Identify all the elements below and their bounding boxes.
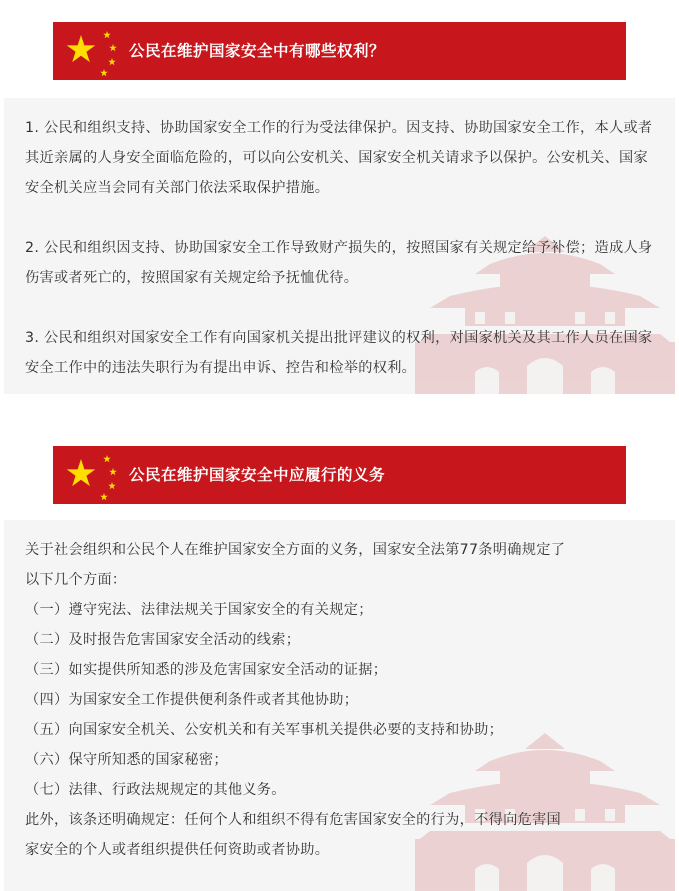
section1-panel [4,98,675,394]
rights-paragraph-1: 1. 公民和组织支持、协助国家安全工作的行为受法律保护。因支持、协助国家安全工作，本人或者其近亲属的人身安全面临危险的，可以向公安机关、国家安全机关请求予以保护。公安机关、国家安全机关应当会同有关部门依法采取保护措施。 [25,120,653,196]
duty-item-3: （三）如实提供所知悉的涉及危害国家安全活动的证据； [25,662,388,678]
section2-banner [53,446,626,504]
duties-intro-line-2: 以下几个方面： [25,572,127,588]
rights-paragraph-3: 3. 公民和组织对国家安全工作有向国家机关提出批评建议的权利，对国家机关及其工作人员在国家安全工作中的违法失职行为有提出申诉、控告和检举的权利。 [25,330,653,376]
section2-panel [4,520,675,891]
duty-item-5: （五）向国家安全机关、公安机关和有关军事机关提供必要的支持和协助； [25,722,504,738]
duties-closing-line-2: 家安全的个人或者组织提供任何资助或者协助。 [25,842,330,858]
star-flag-icon [53,446,123,504]
duty-item-6: （六）保守所知悉的国家秘密； [25,752,228,768]
section1-title: 公民在维护国家安全中有哪些权利？ [129,41,386,60]
duty-item-2: （二）及时报告危害国家安全活动的线索； [25,632,301,648]
duties-intro-line-1: 关于社会组织和公民个人在维护国家安全方面的义务，国家安全法第77条明确规定了 [25,542,566,558]
duty-item-4: （四）为国家安全工作提供便利条件或者其他协助； [25,692,359,708]
section2-title: 公民在维护国家安全中应履行的义务 [129,465,386,484]
star-flag-icon [53,22,123,80]
duty-item-1: （一）遵守宪法、法律法规关于国家安全的有关规定； [25,602,373,618]
duty-item-7: （七）法律、行政法规规定的其他义务。 [25,782,286,798]
duties-closing-line-1: 此外，该条还明确规定：任何个人和组织不得有危害国家安全的行为，不得向危害国 [25,812,562,828]
rights-paragraph-2: 2. 公民和组织因支持、协助国家安全工作导致财产损失的，按照国家有关规定给予补偿；造成人身伤害或者死亡的，按照国家有关规定给予抚恤优待。 [25,240,653,286]
section1-banner [53,22,626,80]
